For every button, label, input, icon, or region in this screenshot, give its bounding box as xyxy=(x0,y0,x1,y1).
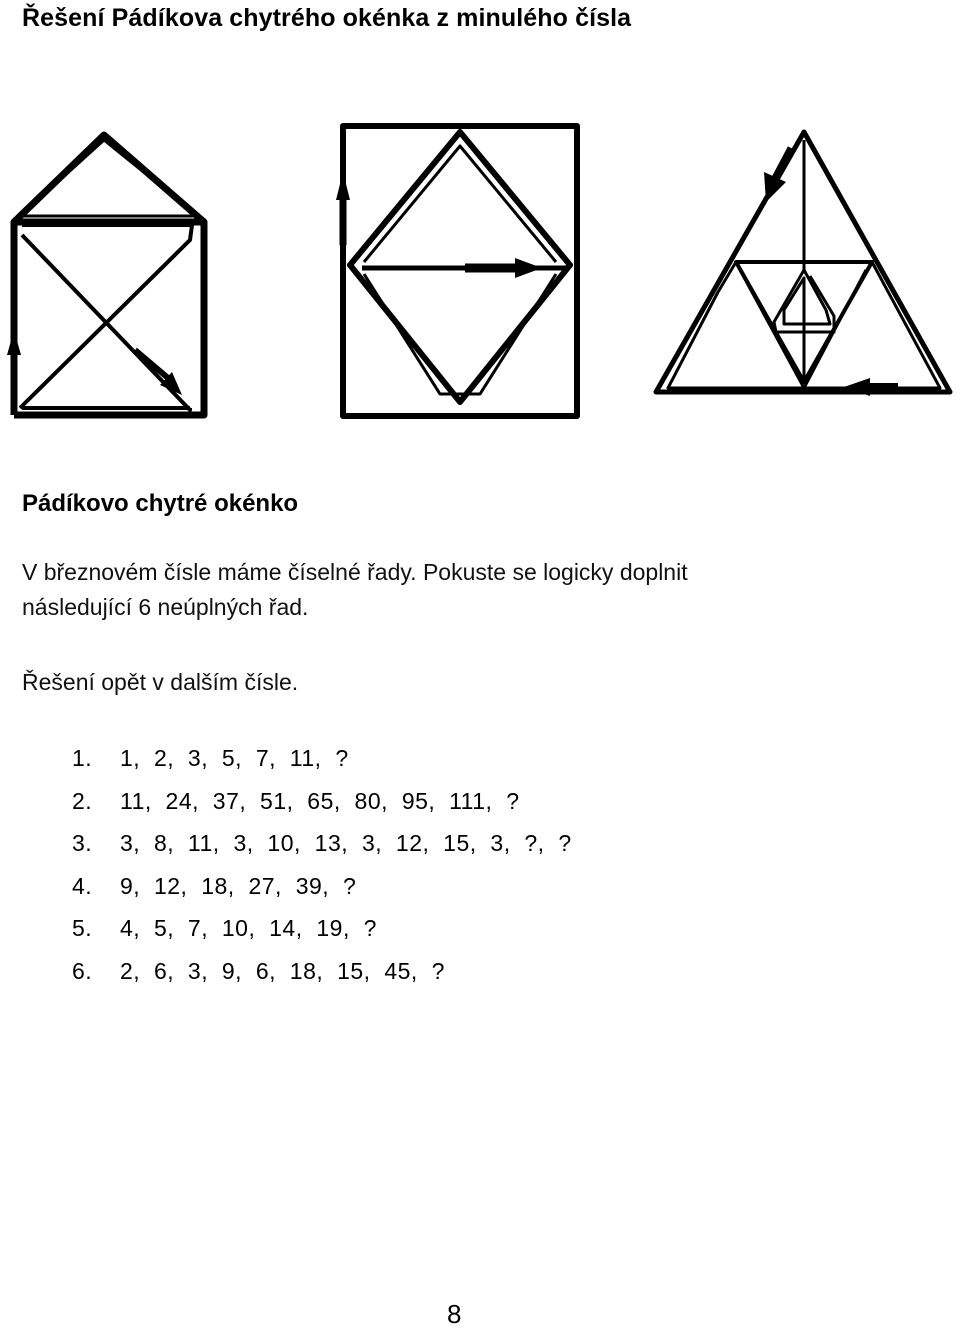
intro-paragraph xyxy=(22,555,922,625)
puzzle-figures xyxy=(0,110,960,430)
series-values: 11, 24, 37, 51, 65, 80, 95, 111, ? xyxy=(120,787,520,814)
diamond-in-square-figure xyxy=(320,110,590,430)
series-values: 1, 2, 3, 5, 7, 11, ? xyxy=(120,745,349,771)
series-number: 2. xyxy=(72,787,93,814)
page-number: 8 xyxy=(447,1299,462,1329)
series-item xyxy=(72,737,572,780)
intro-line-2: následující 6 neúplných řad. xyxy=(22,594,309,620)
series-values: 3, 8, 11, 3, 10, 13, 3, 12, 15, 3, ?, ? xyxy=(120,830,572,856)
series-number: 4. xyxy=(72,872,93,899)
series-item xyxy=(72,950,572,993)
series-item xyxy=(72,822,572,865)
series-values: 9, 12, 18, 27, 39, ? xyxy=(120,872,357,899)
house-envelope-figure xyxy=(0,110,220,430)
series-item xyxy=(72,865,572,908)
intro-line-1: V březnovém čísle máme číselné řady. Pokuste se logicky doplnit xyxy=(22,559,688,585)
series-values: 2, 6, 3, 9, 6, 18, 15, 45, ? xyxy=(120,957,445,984)
section-heading: Pádíkovo chytré okénko xyxy=(22,490,299,517)
solution-note: Řešení opět v dalším čísle. xyxy=(22,669,299,695)
page-title: Řešení Pádíkova chytrého okénka z minulého čísla xyxy=(22,4,632,32)
series-item xyxy=(72,780,572,823)
series-number: 6. xyxy=(72,957,93,984)
number-series-list xyxy=(72,737,572,992)
series-item xyxy=(72,907,572,950)
series-values: 4, 5, 7, 10, 14, 19, ? xyxy=(120,915,377,941)
series-number: 1. xyxy=(72,745,93,771)
triangle-spiral-figure xyxy=(648,110,960,430)
series-number: 3. xyxy=(72,830,93,856)
series-number: 5. xyxy=(72,915,93,941)
